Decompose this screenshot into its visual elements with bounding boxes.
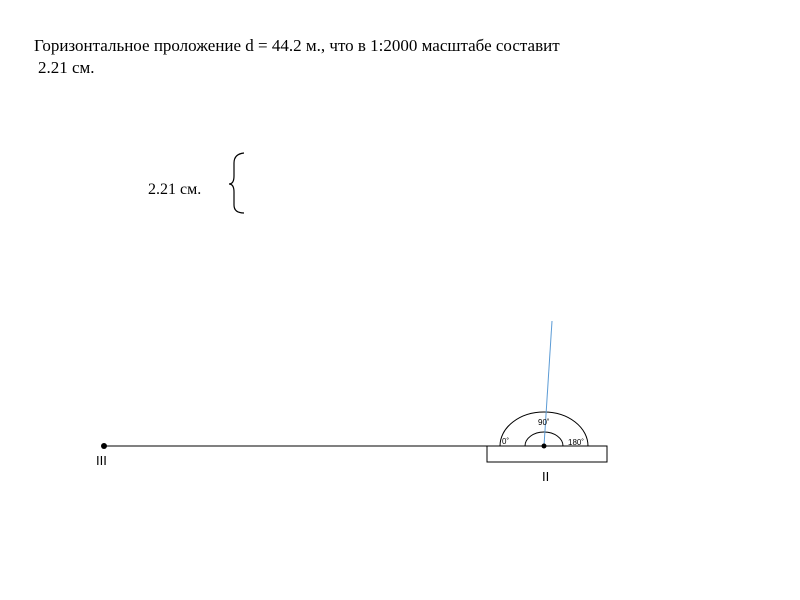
scaled-length-brace (229, 153, 244, 213)
protractor-mark-0: 0˚ (502, 437, 510, 446)
problem-statement-line-1: Горизонтальное проложение d = 44.2 м., что в 1:2000 масштабе составит (34, 36, 560, 55)
point-ii-marker (542, 444, 547, 449)
direction-line (544, 321, 552, 446)
protractor-mark-90: 90˚ (538, 418, 550, 427)
protractor-base-ruler (487, 446, 607, 462)
protractor-mark-180: 180˚ (568, 438, 585, 447)
point-iii-marker (101, 443, 107, 449)
scaled-length-label: 2.21 см. (148, 181, 202, 198)
point-iii-label: III (96, 453, 107, 468)
point-ii-label: II (542, 469, 550, 484)
problem-statement-line-2: 2.21 см. (38, 58, 95, 77)
